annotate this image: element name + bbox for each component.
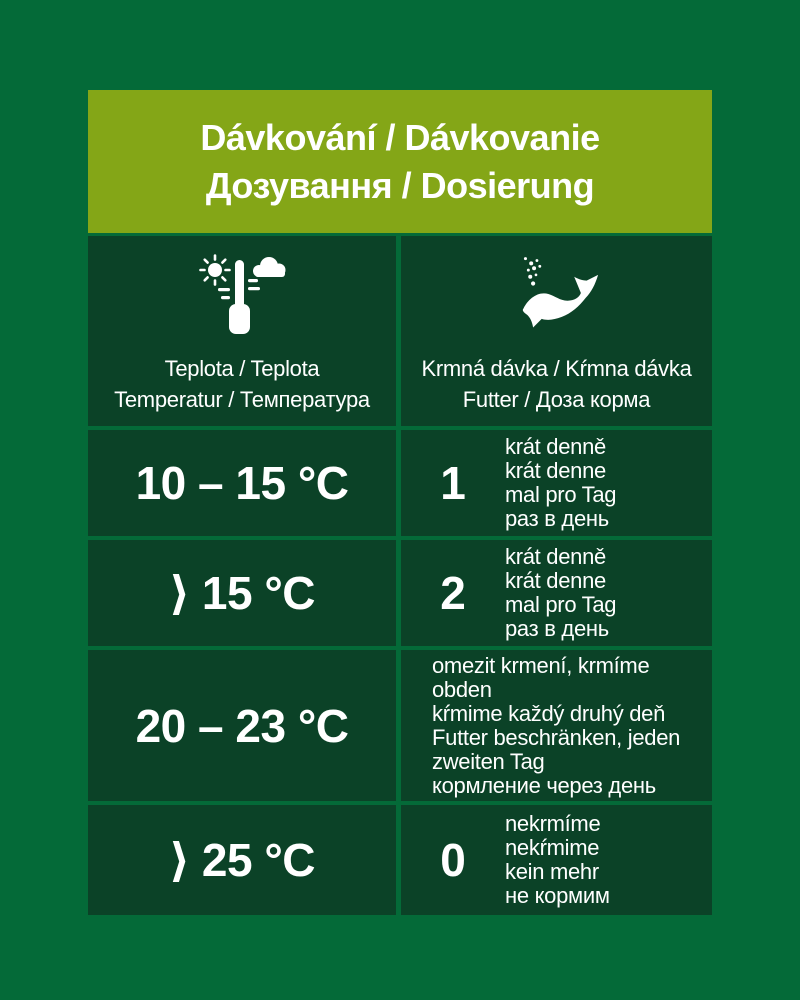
feeding-column-header	[401, 236, 712, 426]
note-line: kein mehr	[505, 859, 599, 884]
temperature-value-row-3: 20 – 23 °C	[88, 650, 396, 801]
title-banner	[88, 90, 712, 233]
note-line: mal pro Tag	[505, 482, 617, 507]
temperature-value-row-2: ⟩ 15 °C	[88, 540, 396, 646]
dose-cell-row-3	[401, 650, 712, 801]
feed-notes-row-1	[505, 435, 616, 531]
note-line: кормление через день	[432, 772, 656, 798]
temperature-value-row-4: ⟩ 25 °C	[88, 805, 396, 915]
temperature-column-label	[114, 353, 370, 415]
note-line: krát denne	[505, 568, 606, 593]
note-line: mal pro Tag	[505, 592, 617, 617]
note-line: obden	[432, 676, 492, 702]
feeding-label-line-2: Futter / Доза корма	[462, 387, 651, 412]
note-line: Futter beschränken, jeden	[432, 724, 681, 750]
note-line: krát denně	[505, 434, 606, 459]
feed-amount-row-1: 1	[440, 457, 466, 509]
temperature-column-header	[88, 236, 396, 426]
thermometer-sun-cloud-icon	[192, 250, 292, 338]
dose-cell-row-2	[401, 540, 712, 646]
note-line: zweiten Tag	[432, 748, 545, 774]
title-line-2: Дозування / Dosierung	[205, 164, 595, 206]
note-line: не кормим	[505, 883, 610, 908]
feed-notes-row-3	[401, 654, 686, 798]
feeding-column-label	[421, 353, 691, 415]
feed-amount-row-2: 2	[440, 567, 466, 619]
feeding-label-line-1: Krmná dávka / Kŕmna dávka	[421, 356, 692, 381]
dose-cell-row-4	[401, 805, 712, 915]
title-line-1: Dávkování / Dávkovanie	[200, 116, 600, 158]
dose-cell-row-1	[401, 430, 712, 536]
note-line: omezit krmení, krmíme	[432, 652, 650, 678]
dosage-grid	[88, 236, 712, 915]
feed-notes-row-2	[505, 545, 616, 641]
note-line: nekŕmime	[505, 835, 600, 860]
note-line: kŕmime každý druhý deň	[432, 700, 666, 726]
note-line: nekrmíme	[505, 811, 601, 836]
temperature-label-line-2: Temperatur / Температура	[114, 387, 370, 412]
note-line: krát denne	[505, 458, 606, 483]
note-line: раз в день	[505, 506, 609, 531]
feed-amount-row-4: 0	[440, 834, 466, 886]
temperature-label-line-1: Teplota / Teplota	[164, 356, 320, 381]
dosage-table	[88, 90, 712, 915]
temperature-value-row-1: 10 – 15 °C	[88, 430, 396, 536]
note-line: krát denně	[505, 544, 606, 569]
fish-icon	[504, 250, 610, 338]
feed-notes-row-4	[505, 812, 610, 908]
note-line: раз в день	[505, 616, 609, 641]
